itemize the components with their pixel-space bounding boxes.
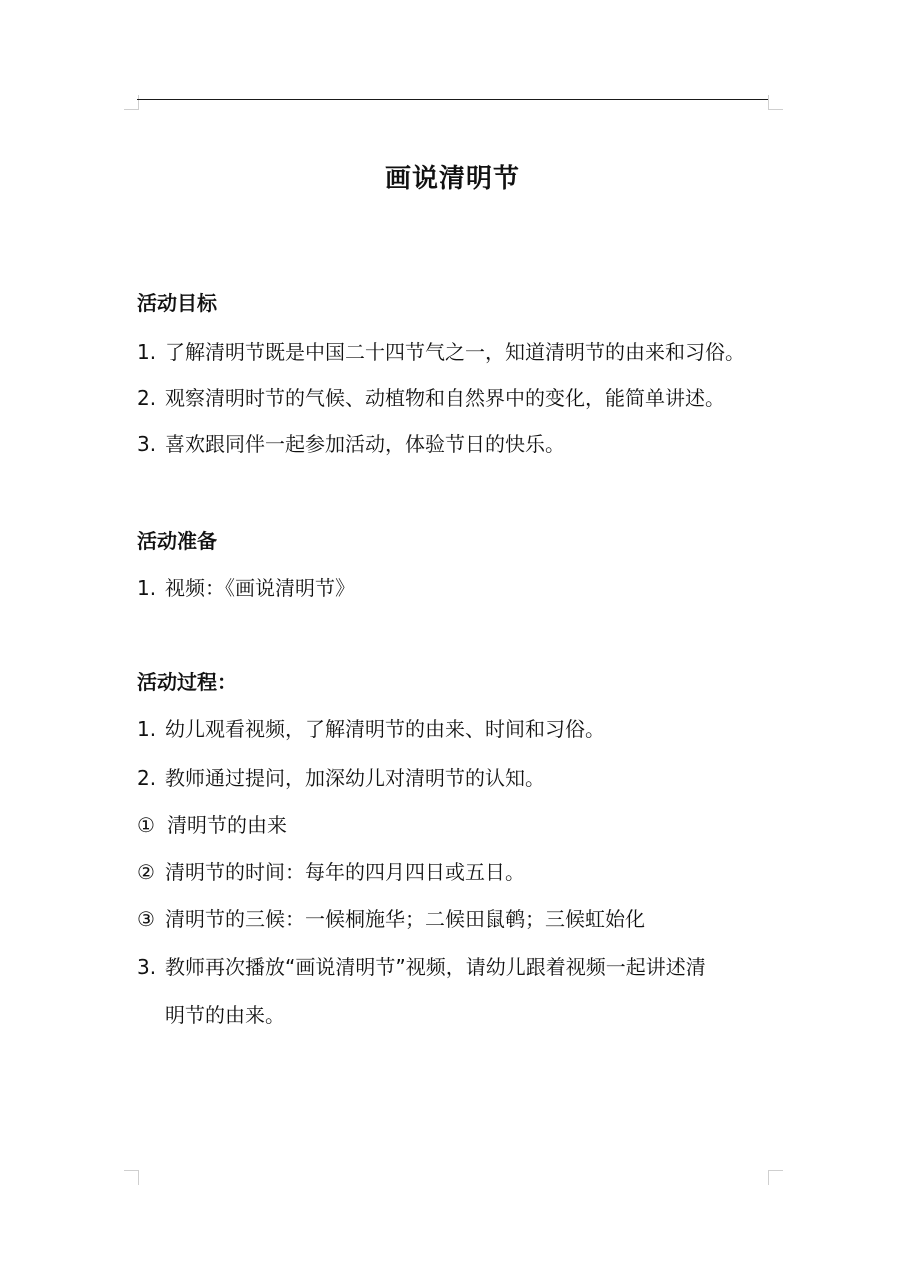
goal-item	[137, 382, 725, 411]
item-number: 1.	[137, 340, 157, 364]
item-text-continuation: 明节的由来。	[165, 1003, 285, 1027]
section-heading-prep: 活动准备	[137, 529, 217, 553]
process-subitem	[137, 856, 525, 885]
process-item	[137, 762, 545, 791]
item-text: 教师再次播放“画说清明节”视频，请幼儿跟着视频一起讲述清	[165, 955, 706, 979]
process-item	[137, 713, 605, 742]
item-text: 幼儿观看视频，了解清明节的由来、时间和习俗。	[165, 717, 605, 741]
header-rule	[137, 99, 768, 100]
item-text: 清明节的由来	[167, 813, 287, 837]
item-number: 2.	[137, 386, 157, 410]
item-text: 清明节的三候：一候桐施华；二候田鼠鹌；三候虹始化	[165, 907, 645, 931]
item-text: 视频：《画说清明节》	[165, 576, 355, 600]
item-number: ①	[137, 813, 155, 837]
item-text: 喜欢跟同伴一起参加活动，体验节日的快乐。	[165, 432, 565, 456]
section-heading-goals: 活动目标	[137, 291, 217, 315]
item-text: 清明节的时间：每年的四月四日或五日。	[165, 860, 525, 884]
document-title: 画说清明节	[384, 164, 520, 194]
item-number: 3.	[137, 432, 157, 456]
goal-item	[137, 428, 565, 457]
margin-corner-mark	[124, 1170, 139, 1185]
item-number: 1.	[137, 717, 157, 741]
item-number: ③	[137, 907, 155, 931]
item-text: 教师通过提问，加深幼儿对清明节的认知。	[165, 766, 545, 790]
process-subitem	[137, 809, 287, 838]
section-heading-process: 活动过程：	[137, 670, 237, 694]
margin-corner-mark	[768, 1170, 783, 1185]
process-subitem	[137, 903, 645, 932]
margin-corner-mark	[768, 95, 783, 110]
item-number: 1.	[137, 576, 157, 600]
item-number: 3.	[137, 955, 157, 979]
prep-item	[137, 572, 355, 601]
goal-item	[137, 336, 745, 365]
process-item	[137, 951, 706, 980]
margin-corner-mark	[124, 95, 139, 110]
item-text: 了解清明节既是中国二十四节气之一，知道清明节的由来和习俗。	[165, 340, 745, 364]
item-text: 观察清明时节的气候、动植物和自然界中的变化，能简单讲述。	[165, 386, 725, 410]
item-number: 2.	[137, 766, 157, 790]
item-number: ②	[137, 860, 155, 884]
